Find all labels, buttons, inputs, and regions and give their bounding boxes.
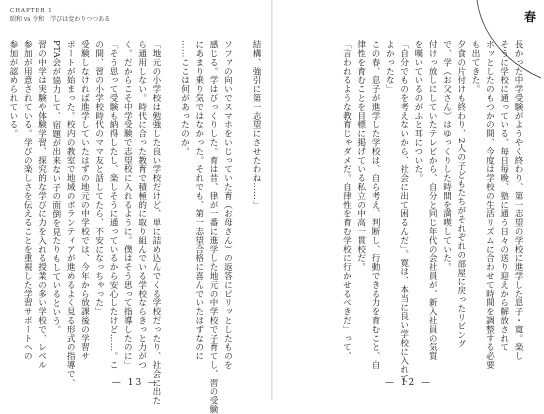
left-page — [0, 0, 271, 414]
right-folio: — 12 — — [384, 378, 433, 388]
chapter-subtitle: 昭和 vs 令和 学びは変わりつつある — [10, 16, 111, 23]
right-page-body: 長かった中学受験がようやく終わり、第一志望の学校に進学した息子・寛。楽し そうに学校に通っている。毎日毎晩、塾に通う日々の送り迎えから解放されて ホッとしたのもつかの間、今度は学校の生活リズムに合わせて時間を調整する必要 も出てきた。 夕食の片付けも終わり、2人の子どもたちがそれぞれの部屋に戻ったリビング で、学（お父さん）はゆっくりした時間を満喫していた。 付けっ放しにしていたテレビから、自分と同じ年代の会社員が、新入社員の気質 を嘆いているのがふと耳についた。 「自分でものを考えないから、社会に出て困るんだ」。寛は、本当に良い学校に入れて よかったな」 この春、息子が進学した学校は、自ら考え、判断し、行動できる力を育むこと、自 律性を育むことを目標に掲げている私立の中高一貫校だ。 「言われるような教育じゃダメだ。自律性を育む学校に行かせるべきだ」って、 — [341, 40, 523, 383]
left-page-body: 結構、強引に第一志望にさせたわね……」 ソファの向いでスマホをいじっていた育（お母さん）の返答にピリッとしたものを 感じる。学はびっくりした。育は昔、律が一番に進学した地元の中学校で子育てし、習の受験 にあまり乗り気ではなかった。それでも、第一志望合格に喜んでいたはずなのに ……ここは何があったのか。 「地元の小学校は勉強した良い学校だけど、単に詰め込んでくる学校だったり、社会に出た ら通用しない。時代に合った教育で積極的に取り組んでいる学校ならきっと力がつ く。だからこそ中学受験で志望校に入れるように。僕はそう思って指導したのに」 「そう思って受験も納得したし、楽しそうに通っているから安心したけど……。こ の間、習の小学校時代のママ友と話してたら、不安になっちゃった」 受験しなければ進学していたはずの地元の中学校では、今年から放課後の学習サ ポートが始まった。校内の教室で地域のボランティアが進めるよく見る形式の指導で、 PTA会が協力して、宿題が出来ない子の面倒を見たりもしているという。 習の中学は実験や体験学習、探究的な学びに力を入れる授業の多い学校で、レベル 参加が用意されている。学びの楽しさを伝えることを重視した学習サポートへの 参加が認められている。 — [7, 40, 261, 414]
running-head — [10, 8, 110, 23]
section-tab: 春 — [523, 10, 536, 24]
right-page — [273, 0, 544, 400]
left-folio: — 13 — — [111, 378, 160, 388]
chapter-label: CHAPTER 1 — [10, 8, 53, 14]
